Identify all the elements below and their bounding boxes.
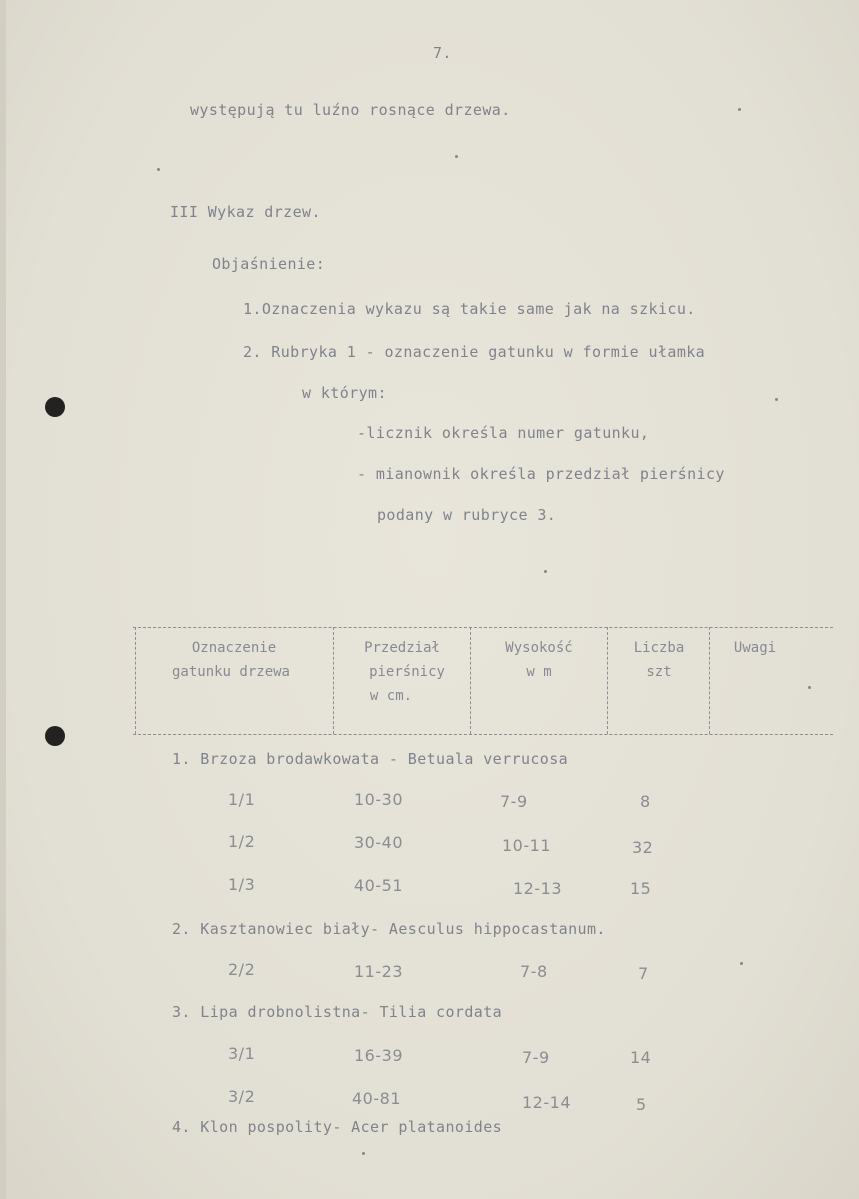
page-number: 7. [433, 44, 452, 62]
species-group-title: 1. Brzoza brodawkowata - Betuala verrucosa [172, 750, 569, 768]
row-code: 1/3 [228, 875, 256, 894]
header-line: Liczba [633, 640, 685, 656]
species-group-title: 3. Lipa drobnolistna- Tilia cordata [172, 1003, 503, 1021]
header-line: szt [646, 664, 672, 680]
table-header-dbh-range [336, 636, 468, 708]
paper-speck [455, 155, 458, 158]
punch-hole-bottom [45, 726, 65, 746]
intro-line: występują tu luźno rosnące drzewa. [190, 101, 511, 119]
paper-speck [157, 168, 160, 171]
paper-speck [738, 108, 741, 111]
section-title: III Wykaz drzew. [170, 203, 321, 221]
row-count: 8 [640, 792, 651, 811]
row-code: 3/2 [228, 1087, 256, 1106]
row-dbh-range: 11-23 [354, 962, 403, 981]
row-dbh-range: 40-81 [352, 1089, 401, 1108]
row-height: 12-14 [522, 1093, 571, 1112]
paper-speck [544, 570, 547, 573]
explanation-item-1: 1.Oznaczenia wykazu są takie same jak na szkicu. [243, 300, 696, 318]
table-header-count [610, 636, 708, 684]
row-height: 12-13 [513, 879, 562, 898]
paper-speck [740, 962, 743, 965]
paper-speck [775, 398, 778, 401]
species-group-title: 4. Klon pospolity- Acer platanoides [172, 1118, 503, 1136]
table-header-species [138, 636, 330, 684]
row-height: 10-11 [502, 836, 551, 855]
paper-speck [362, 1152, 365, 1155]
explanation-item-2: 2. Rubryka 1 - oznaczenie gatunku w formie ułamka [243, 343, 706, 361]
header-line: pierśnicy [369, 664, 445, 680]
table-col-divider [470, 627, 471, 734]
header-line: Oznaczenie [191, 640, 277, 656]
row-dbh-range: 30-40 [354, 833, 403, 852]
header-line: Przedział [364, 640, 440, 656]
explanation-sub-2: - mianownik określa przedział pierśnicy [357, 465, 725, 483]
row-count: 5 [636, 1095, 647, 1114]
row-count: 7 [638, 964, 649, 983]
row-code: 3/1 [228, 1044, 256, 1063]
table-top-rule [133, 627, 833, 628]
header-line: gatunku drzewa [171, 664, 290, 680]
row-count: 32 [632, 838, 654, 857]
explanation-heading: Objaśnienie: [212, 255, 326, 273]
row-height: 7-9 [500, 792, 528, 811]
explanation-sub-1: -licznik określa numer gatunku, [357, 424, 650, 442]
row-height: 7-8 [520, 962, 548, 981]
table-col-divider [607, 627, 608, 734]
paper-speck [808, 686, 811, 689]
header-line: w cm. [369, 688, 413, 704]
header-line: Wysokość [505, 640, 573, 656]
row-code: 2/2 [228, 960, 256, 979]
table-header-height [473, 636, 605, 684]
row-dbh-range: 16-39 [354, 1046, 403, 1065]
explanation-item-2-cont: w którym: [302, 384, 387, 402]
table-bottom-rule [133, 734, 833, 735]
row-code: 1/2 [228, 832, 256, 851]
header-line: Uwagi [733, 640, 777, 656]
table-header-remarks [712, 636, 808, 660]
explanation-sub-2-cont: podany w rubryce 3. [377, 506, 557, 524]
row-dbh-range: 40-51 [354, 876, 403, 895]
row-count: 15 [630, 879, 652, 898]
row-count: 14 [630, 1048, 652, 1067]
species-group-title: 2. Kasztanowiec biały- Aesculus hippocastanum. [172, 920, 606, 938]
row-dbh-range: 10-30 [354, 790, 403, 809]
row-height: 7-9 [522, 1048, 550, 1067]
table-col-divider [333, 627, 334, 734]
punch-hole-top [45, 397, 65, 417]
paper-edge [0, 0, 6, 1199]
header-line: w m [526, 664, 552, 680]
row-code: 1/1 [228, 790, 256, 809]
